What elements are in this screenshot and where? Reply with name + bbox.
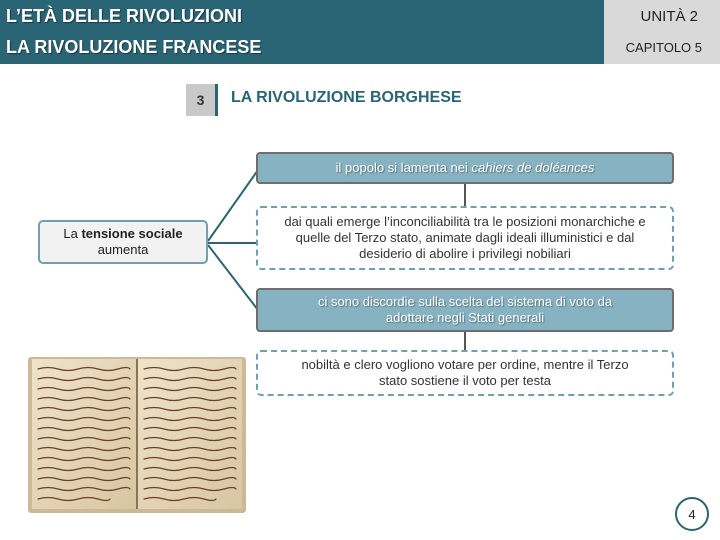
connector-line-3: [208, 245, 258, 310]
concept-box-cahiers: [256, 152, 674, 184]
unit-label: UNITÀ 2: [640, 8, 698, 25]
root-bold: tensione sociale: [81, 226, 183, 241]
root-concept-box: [38, 220, 208, 264]
header-subtitle: LA RIVOLUZIONE FRANCESE: [6, 37, 262, 57]
root-suffix: aumenta: [97, 242, 149, 257]
concept-box-voto: [256, 350, 674, 396]
box2-text: dai quali emerge l’inconciliabilità tra le posizioni monarchiche e quelle del Terzo stato, animate dagli ideali illuministici e dal desiderio di abolire i privilegi nobiliari: [284, 214, 646, 261]
box4-text: nobiltà e clero vogliono votare per ordine, mentre il Terzo stato sostiene il voto per testa: [301, 357, 629, 388]
root-prefix: La: [63, 226, 82, 241]
section-number-badge: 3: [186, 84, 218, 116]
section-title: LA RIVOLUZIONE BORGHESE: [231, 89, 462, 106]
manuscript-image: [28, 355, 246, 515]
header-title: L’ETÀ DELLE RIVOLUZIONI: [6, 6, 243, 26]
box1-text: il popolo si lamenta nei: [335, 160, 472, 175]
chapter-label: CAPITOLO 5: [625, 40, 702, 55]
concept-box-inconciliabilita: [256, 206, 674, 270]
connector-line-1: [208, 170, 258, 241]
box1-italic: cahiers de doléances: [471, 160, 595, 175]
page-number: 4: [675, 497, 709, 531]
box3-text: ci sono discordie sulla scelta del sistema di voto da adottare negli Stati generali: [317, 294, 613, 325]
concept-box-discordie: [256, 288, 674, 332]
